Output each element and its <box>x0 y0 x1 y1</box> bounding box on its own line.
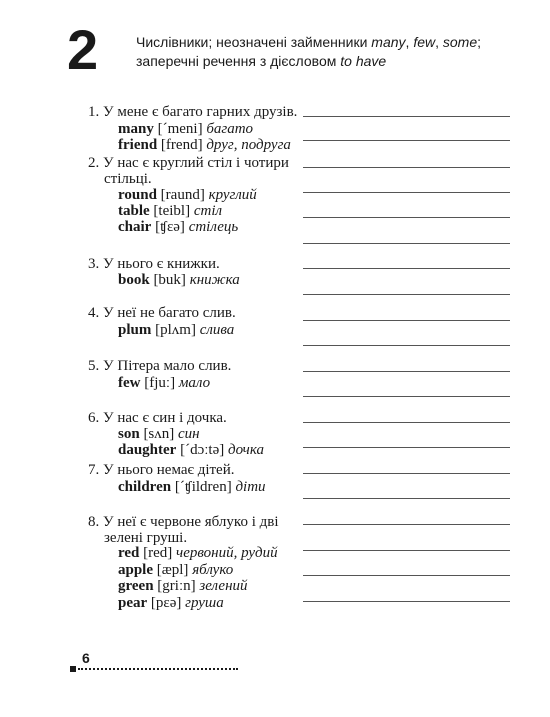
heading-term-few: few <box>413 34 436 50</box>
vocab-word: table <box>118 203 150 219</box>
answer-line[interactable] <box>303 575 510 576</box>
vocab-translation: круглий <box>208 187 257 203</box>
exercise-2-sentence-cont: стільці. <box>104 171 152 187</box>
vocab-transcription: [fjuː] <box>140 375 179 391</box>
vocab-entry <box>118 322 234 338</box>
lesson-number: 2 <box>67 18 99 81</box>
vocab-entry <box>118 203 222 219</box>
vocab-word: book <box>118 272 150 288</box>
answer-line[interactable] <box>303 396 510 397</box>
vocab-transcription: [sʌn] <box>139 426 179 442</box>
answer-line[interactable] <box>303 268 510 269</box>
vocab-transcription: [red] <box>139 545 177 561</box>
vocab-transcription: [æpl] <box>153 562 193 578</box>
heading-term-many: many <box>371 34 406 50</box>
answer-line[interactable] <box>303 320 510 321</box>
vocab-transcription: [ˊmeni] <box>153 121 207 137</box>
vocab-entry <box>118 562 233 578</box>
vocab-word: plum <box>118 322 152 338</box>
exercise-7-sentence: 7. У нього немає дітей. <box>88 462 235 478</box>
vocab-translation: стіл <box>193 203 223 219</box>
answer-line[interactable] <box>303 601 510 602</box>
vocab-entry <box>118 121 253 137</box>
vocab-word: few <box>118 375 141 391</box>
vocab-translation: дочка <box>227 442 264 458</box>
answer-line[interactable] <box>303 473 510 474</box>
vocab-translation: стілець <box>188 219 239 235</box>
vocab-entry <box>118 219 238 235</box>
answer-line[interactable] <box>303 422 510 423</box>
lesson-heading-line-2 <box>136 52 386 70</box>
vocab-word: daughter <box>118 442 177 458</box>
answer-line[interactable] <box>303 447 510 448</box>
vocab-translation: діти <box>235 479 266 495</box>
answer-line[interactable] <box>303 498 510 499</box>
vocab-translation: зелений <box>199 578 248 594</box>
vocab-translation: червоний, рудий <box>176 545 278 561</box>
vocab-word: many <box>118 121 154 137</box>
exercise-2-sentence: 2. У нас є круглий стіл і чотири <box>88 155 289 171</box>
answer-line[interactable] <box>303 243 510 244</box>
vocab-entry <box>118 578 248 594</box>
vocab-word: chair <box>118 219 152 235</box>
vocab-entry <box>118 426 200 442</box>
vocab-word: son <box>118 426 140 442</box>
exercise-5-sentence: 5. У Пітера мало слив. <box>88 358 232 374</box>
heading-term-some: some <box>442 34 478 50</box>
vocab-translation: яблуко <box>192 562 234 578</box>
vocab-entry <box>118 375 210 391</box>
answer-line[interactable] <box>303 116 510 117</box>
vocab-transcription: [teibl] <box>149 203 194 219</box>
vocab-transcription: [plʌm] <box>151 322 200 338</box>
vocab-entry <box>118 137 291 153</box>
vocab-transcription: [buk] <box>149 272 190 288</box>
vocab-word: red <box>118 545 140 561</box>
vocab-translation: груша <box>185 595 224 611</box>
vocab-entry <box>118 442 264 458</box>
vocab-transcription: [griːn] <box>153 578 200 594</box>
vocab-transcription: [ˊdɔːtə] <box>176 442 228 458</box>
vocab-word: green <box>118 578 154 594</box>
answer-line[interactable] <box>303 524 510 525</box>
answer-line[interactable] <box>303 217 510 218</box>
footer-dotted-rule <box>78 668 238 670</box>
vocab-word: pear <box>118 595 148 611</box>
answer-line[interactable] <box>303 371 510 372</box>
vocab-translation: друг, подруга <box>206 137 291 153</box>
lesson-heading-line-1 <box>136 33 481 51</box>
exercise-1-sentence: 1. У мене є багато гарних друзів. <box>88 104 298 120</box>
heading-separator: ; <box>477 34 482 50</box>
vocab-word: children <box>118 479 172 495</box>
answer-line[interactable] <box>303 294 510 295</box>
vocab-translation: мало <box>178 375 211 391</box>
answer-line[interactable] <box>303 140 510 141</box>
heading-separator: , <box>435 34 443 50</box>
exercise-8-sentence: 8. У неї є червоне яблуко і дві <box>88 514 279 530</box>
vocab-translation: книжка <box>189 272 240 288</box>
vocab-translation: багато <box>206 121 254 137</box>
vocab-word: apple <box>118 562 154 578</box>
vocab-translation: син <box>178 426 200 442</box>
answer-line[interactable] <box>303 192 510 193</box>
vocab-word: round <box>118 187 157 203</box>
vocab-entry <box>118 479 266 495</box>
answer-line[interactable] <box>303 167 510 168</box>
vocab-transcription: [ˊʧildren] <box>171 479 236 495</box>
vocab-translation: слива <box>199 322 235 338</box>
heading-term-to-have: to have <box>340 53 387 69</box>
heading-text: заперечні речення з дієсловом <box>136 53 341 69</box>
exercise-3-sentence: 3. У нього є книжки. <box>88 256 220 272</box>
answer-line[interactable] <box>303 345 510 346</box>
answer-line[interactable] <box>303 550 510 551</box>
vocab-entry <box>118 595 224 611</box>
vocab-transcription: [raund] <box>156 187 209 203</box>
page-number: 6 <box>82 650 90 666</box>
vocab-entry <box>118 272 240 288</box>
vocab-entry <box>118 187 257 203</box>
heading-separator: , <box>405 34 414 50</box>
vocab-word: friend <box>118 137 158 153</box>
exercise-4-sentence: 4. У неї не багато слив. <box>88 305 236 321</box>
vocab-transcription: [pɛə] <box>147 595 186 611</box>
vocab-entry <box>118 545 278 561</box>
footer-marker <box>70 666 76 672</box>
vocab-transcription: [ʧɛə] <box>151 219 189 235</box>
exercise-6-sentence: 6. У нас є син і дочка. <box>88 410 227 426</box>
heading-text: Числівники; неозначені займенники <box>136 34 372 50</box>
vocab-transcription: [frend] <box>157 137 207 153</box>
exercise-8-sentence-cont: зелені груші. <box>104 530 188 546</box>
